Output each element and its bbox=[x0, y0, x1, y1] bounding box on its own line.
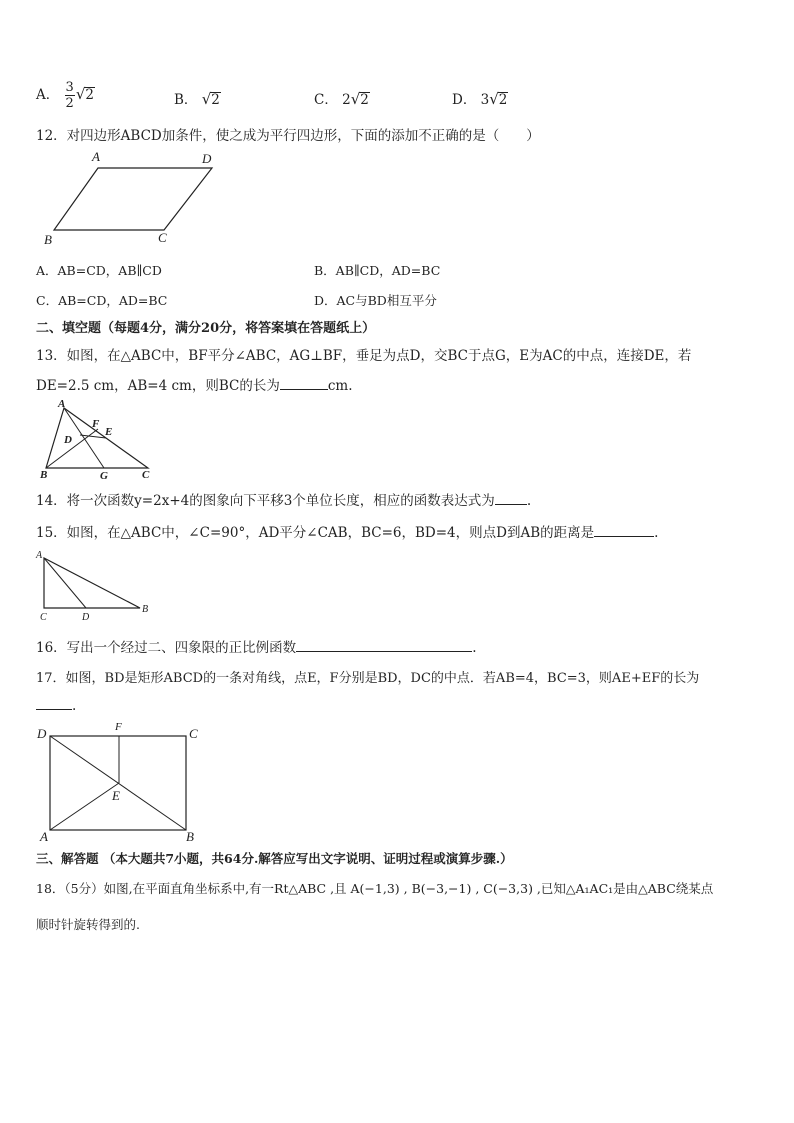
radical-icon: √ bbox=[201, 90, 212, 108]
q13-label-c: C bbox=[142, 469, 150, 481]
q18-line1: 18．（5分）如图,在平面直角坐标系中,有一Rt△ABC ,且 A(−1,3) , B(−3,−1) , C(−3,3) ,已知△A₁AC₁是由△ABC绕某点 bbox=[36, 881, 714, 896]
q13-label-b: B bbox=[40, 469, 48, 481]
q17-label-e: E bbox=[112, 788, 120, 803]
q13-label-e: E bbox=[105, 426, 113, 438]
q13-triangle-figure bbox=[38, 398, 158, 480]
q17-label-d: D bbox=[37, 726, 47, 741]
parallelogram-shape bbox=[54, 168, 212, 230]
q12-label-c: C bbox=[158, 230, 167, 245]
q14-text: 14．将一次函数y=2x+4的图象向下平移3个单位长度，相应的函数表达式为 bbox=[36, 493, 495, 509]
q15-label-b: B bbox=[142, 604, 149, 615]
q17-line2 bbox=[36, 697, 76, 714]
q13-label-a: A bbox=[58, 398, 66, 410]
radical-icon: √ bbox=[489, 90, 499, 108]
section3-title: 三、解答题 （本大题共7小题，共64分.解答应写出文字说明、证明过程或演算步骤.） bbox=[36, 851, 513, 866]
q17-label-b: B bbox=[186, 829, 194, 844]
q11-option-c bbox=[314, 88, 370, 108]
q11-option-d-radicand: 2 bbox=[498, 92, 508, 108]
q15-answer-blank bbox=[594, 524, 654, 537]
q12-option-a: A．AB=CD，AB∥CD bbox=[36, 263, 162, 278]
q11-option-a-radicand: 2 bbox=[85, 87, 94, 103]
q12-option-d: D．AC与BD相互平分 bbox=[314, 293, 437, 308]
q16-period: . bbox=[472, 640, 477, 656]
q15-line bbox=[36, 521, 658, 541]
q11-option-c-coef: 2 bbox=[342, 92, 351, 108]
q17-rectangle-figure bbox=[36, 718, 211, 844]
q13-label-d: D bbox=[64, 434, 72, 446]
triangle-abc bbox=[46, 408, 148, 468]
q13-line2-text: DE=2.5 cm，AB=4 cm，则BC的长为 bbox=[36, 378, 280, 394]
q11-option-c-radicand: 2 bbox=[360, 92, 369, 108]
q13-label-g: G bbox=[100, 470, 108, 482]
q16-answer-blank bbox=[296, 639, 472, 652]
q11-option-d bbox=[452, 88, 508, 108]
q14-period: . bbox=[526, 493, 532, 509]
q15-period: . bbox=[654, 525, 659, 541]
q12-stem: 12．对四边形ABCD加条件，使之成为平行四边形，下面的添加不正确的是（ ） bbox=[36, 128, 540, 144]
q15-label-a: A bbox=[36, 550, 43, 561]
q12-label-d: D bbox=[202, 151, 212, 166]
q12-option-c: C．AB=CD，AD=BC bbox=[36, 293, 168, 308]
q11-option-c-label: C． bbox=[314, 92, 338, 108]
q17-answer-blank bbox=[36, 697, 72, 710]
q11-option-a bbox=[36, 80, 95, 111]
q11-option-d-label: D． bbox=[452, 92, 477, 108]
q14-line bbox=[36, 489, 531, 509]
q11-option-a-denominator: 2 bbox=[65, 96, 74, 111]
radical-icon: √ bbox=[350, 90, 361, 108]
q18-line2: 顺时针旋转得到的. bbox=[36, 917, 140, 932]
q17-label-f: F bbox=[115, 721, 122, 733]
q13-line2-unit: cm. bbox=[327, 378, 353, 394]
q12-label-b: B bbox=[44, 232, 52, 247]
q15-label-d: D bbox=[82, 612, 90, 623]
radical-icon: √ bbox=[75, 85, 86, 103]
section2-title: 二、填空题（每题4分，满分20分，将答案填在答题纸上） bbox=[36, 321, 376, 336]
q17-label-c: C bbox=[189, 726, 198, 741]
q17-label-a: A bbox=[40, 829, 48, 844]
triangle-abc bbox=[44, 558, 140, 608]
q11-option-b-radicand: 2 bbox=[211, 92, 220, 108]
q16-text: 16．写出一个经过二、四象限的正比例函数 bbox=[36, 640, 297, 656]
segment-bf bbox=[46, 429, 98, 468]
q13-answer-blank bbox=[280, 377, 328, 390]
q11-option-a-label: A． bbox=[36, 87, 60, 103]
q17-period: . bbox=[72, 698, 77, 714]
q15-triangle-figure bbox=[36, 550, 161, 624]
q13-line1: 13．如图，在△ABC中，BF平分∠ABC，AG⊥BF，垂足为点D，交BC于点G，E为AC的中点，连接DE，若 bbox=[36, 348, 692, 364]
q13-label-f: F bbox=[92, 418, 100, 430]
q11-option-b bbox=[174, 88, 221, 108]
q12-parallelogram-figure bbox=[40, 150, 230, 250]
q12-option-b: B．AB∥CD，AD=BC bbox=[314, 263, 441, 278]
q11-option-a-fraction bbox=[65, 80, 75, 111]
segment-ad bbox=[44, 558, 86, 608]
q15-text: 15．如图，在△ABC中，∠C=90°，AD平分∠CAB，BC=6，BD=4，则点D到AB的距离是 bbox=[36, 525, 595, 541]
q11-option-d-coef: 3 bbox=[480, 92, 490, 108]
q14-answer-blank bbox=[495, 492, 527, 505]
q17-line1: 17．如图，BD是矩形ABCD的一条对角线，点E，F分别是BD，DC的中点．若AB=4，BC=3，则AE+EF的长为 bbox=[36, 671, 700, 686]
q12-label-a: A bbox=[92, 149, 100, 164]
segment-ae bbox=[50, 783, 119, 830]
q13-line2 bbox=[36, 374, 353, 394]
q11-option-b-label: B． bbox=[174, 92, 198, 108]
q11-option-a-numerator: 3 bbox=[65, 80, 74, 95]
q15-label-c: C bbox=[40, 612, 47, 623]
q16-line bbox=[36, 636, 476, 656]
